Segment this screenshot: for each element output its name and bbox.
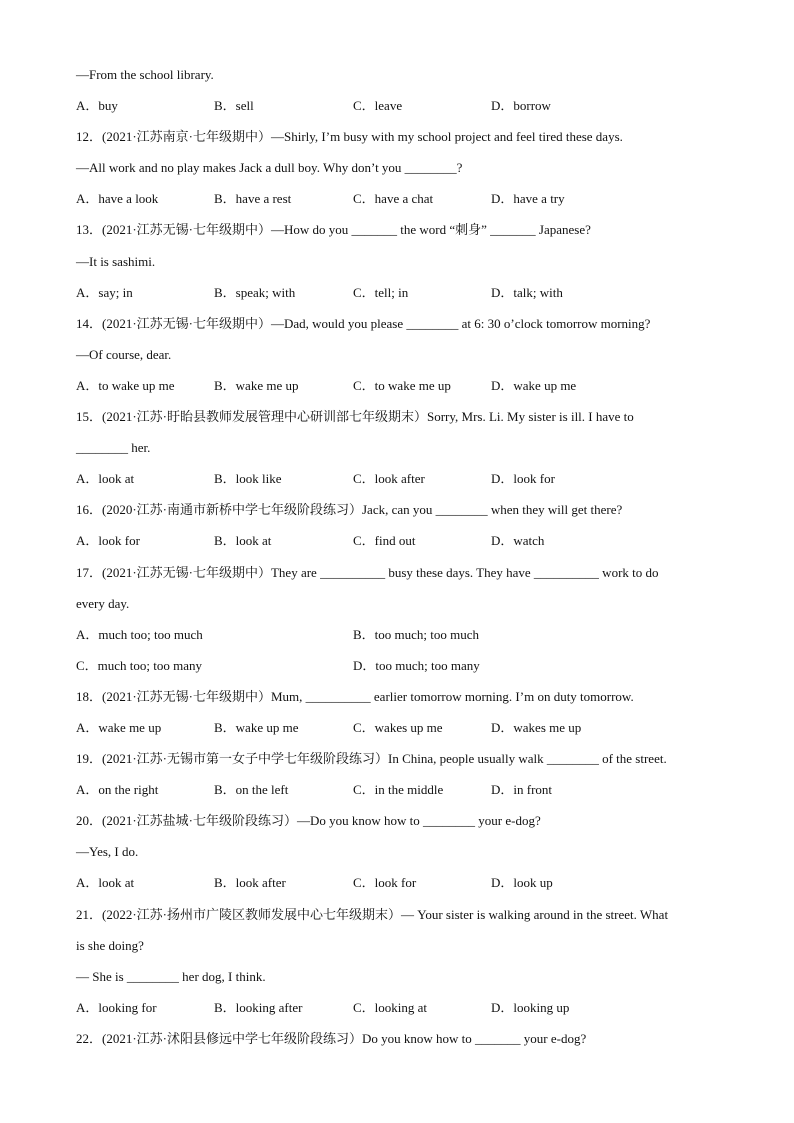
question-block <box>76 562 726 686</box>
option-d: D．have a try <box>491 191 565 207</box>
option-c: C．in the middle <box>353 782 444 798</box>
question-block <box>76 219 726 312</box>
question-text: —Yes, I do. <box>76 844 139 860</box>
option-a: A．look at <box>76 471 135 487</box>
option-c: C．have a chat <box>353 191 434 207</box>
options-row <box>76 282 726 313</box>
option-a: A．to wake up me <box>76 377 175 393</box>
question-text: ________ her. <box>76 440 151 456</box>
question-text: 20．(2021·江苏盐城·七年级阶段练习）—Do you know how to ________ your e-dog? <box>76 813 541 829</box>
option-d: D．borrow <box>491 98 551 114</box>
option-c: C．much too; too many <box>76 657 203 673</box>
option-c: C．wakes up me <box>353 719 443 735</box>
question-text: 21．(2022·江苏·扬州市广陵区教师发展中心七年级期末）— Your sister is walking around in the street. What <box>76 906 669 922</box>
option-d: D．watch <box>491 533 545 549</box>
option-c: C．look after <box>353 471 425 487</box>
options-row <box>76 375 726 406</box>
option-a: A．much too; too much <box>76 626 203 642</box>
question-text: 22．(2021·江苏·沭阳县修远中学七年级阶段练习）Do you know how to _______ your e-dog? <box>76 1030 587 1046</box>
question-text: 14．(2021·江苏无锡·七年级期中）—Dad, would you please ________ at 6: 30 o’clock tomorrow morning? <box>76 315 651 331</box>
question-block <box>76 313 726 406</box>
option-a: A．buy <box>76 98 118 114</box>
question-block <box>76 810 726 903</box>
option-d: D．in front <box>491 782 553 798</box>
question-text: —Of course, dear. <box>76 346 172 362</box>
question-block <box>76 748 726 810</box>
question-text: —It is sashimi. <box>76 253 156 269</box>
options-row <box>76 188 726 219</box>
options-row <box>76 624 726 655</box>
option-b: B．look after <box>214 875 286 891</box>
options-row <box>76 530 726 561</box>
option-a: A．wake me up <box>76 719 162 735</box>
question-text: 16．(2020·江苏·南通市新桥中学七年级阶段练习）Jack, can you ________ when they will get there? <box>76 502 623 518</box>
options-row <box>76 95 726 126</box>
option-a: A．have a look <box>76 191 159 207</box>
option-a: A．looking for <box>76 999 157 1015</box>
option-d: D．looking up <box>491 999 570 1015</box>
option-d: D．too much; too many <box>353 657 480 673</box>
option-c: C．to wake me up <box>353 377 451 393</box>
option-b: B．wake up me <box>214 719 299 735</box>
option-d: D．look up <box>491 875 553 891</box>
option-b: B．sell <box>214 98 254 114</box>
question-block <box>76 406 726 499</box>
options-row <box>76 717 726 748</box>
option-d: D．wake up me <box>491 377 577 393</box>
option-a: A．on the right <box>76 782 159 798</box>
question-block <box>76 64 726 126</box>
option-c: C．looking at <box>353 999 428 1015</box>
question-text: every day. <box>76 595 130 611</box>
option-b: B．have a rest <box>214 191 292 207</box>
option-c: C．tell; in <box>353 284 409 300</box>
option-b: B．speak; with <box>214 284 296 300</box>
option-b: B．look at <box>214 533 272 549</box>
question-text: — She is ________ her dog, I think. <box>76 968 266 984</box>
option-c: C．find out <box>353 533 416 549</box>
option-a: A．look for <box>76 533 140 549</box>
option-b: B．look like <box>214 471 282 487</box>
question-text: 18．(2021·江苏无锡·七年级期中）Mum, __________ earlier tomorrow morning. I’m on duty tomorrow. <box>76 688 634 704</box>
options-row <box>76 655 726 686</box>
options-row <box>76 779 726 810</box>
question-block <box>76 904 726 1028</box>
question-block <box>76 499 726 561</box>
option-b: B．wake me up <box>214 377 299 393</box>
question-text: 17．(2021·江苏无锡·七年级期中）They are __________ busy these days. They have __________ work to do <box>76 564 659 580</box>
option-b: B．looking after <box>214 999 303 1015</box>
option-d: D．look for <box>491 471 555 487</box>
question-text: —All work and no play makes Jack a dull boy. Why don’t you ________? <box>76 160 463 176</box>
question-block <box>76 686 726 748</box>
option-b: B．on the left <box>214 782 289 798</box>
question-block <box>76 1028 726 1059</box>
question-text: is she doing? <box>76 937 144 953</box>
option-a: A．look at <box>76 875 135 891</box>
options-row <box>76 997 726 1028</box>
option-d: D．wakes me up <box>491 719 582 735</box>
option-c: C．leave <box>353 98 403 114</box>
options-row <box>76 468 726 499</box>
question-block <box>76 126 726 219</box>
document-page <box>76 64 726 1059</box>
question-text: 12．(2021·江苏南京·七年级期中）—Shirly, I’m busy with my school project and feel tired these days. <box>76 129 623 145</box>
option-d: D．talk; with <box>491 284 563 300</box>
question-text: 13．(2021·江苏无锡·七年级期中）—How do you _______ the word “刺身” _______ Japanese? <box>76 222 591 238</box>
question-text: 15．(2021·江苏·盱眙县教师发展管理中心研训部七年级期末）Sorry, Mrs. Li. My sister is ill. I have to <box>76 409 634 425</box>
option-b: B．too much; too much <box>353 626 480 642</box>
option-a: A．say; in <box>76 284 133 300</box>
question-text: —From the school library. <box>76 67 214 82</box>
question-text: 19．(2021·江苏·无锡市第一女子中学七年级阶段练习）In China, people usually walk ________ of the street. <box>76 751 667 767</box>
option-c: C．look for <box>353 875 417 891</box>
options-row <box>76 872 726 903</box>
